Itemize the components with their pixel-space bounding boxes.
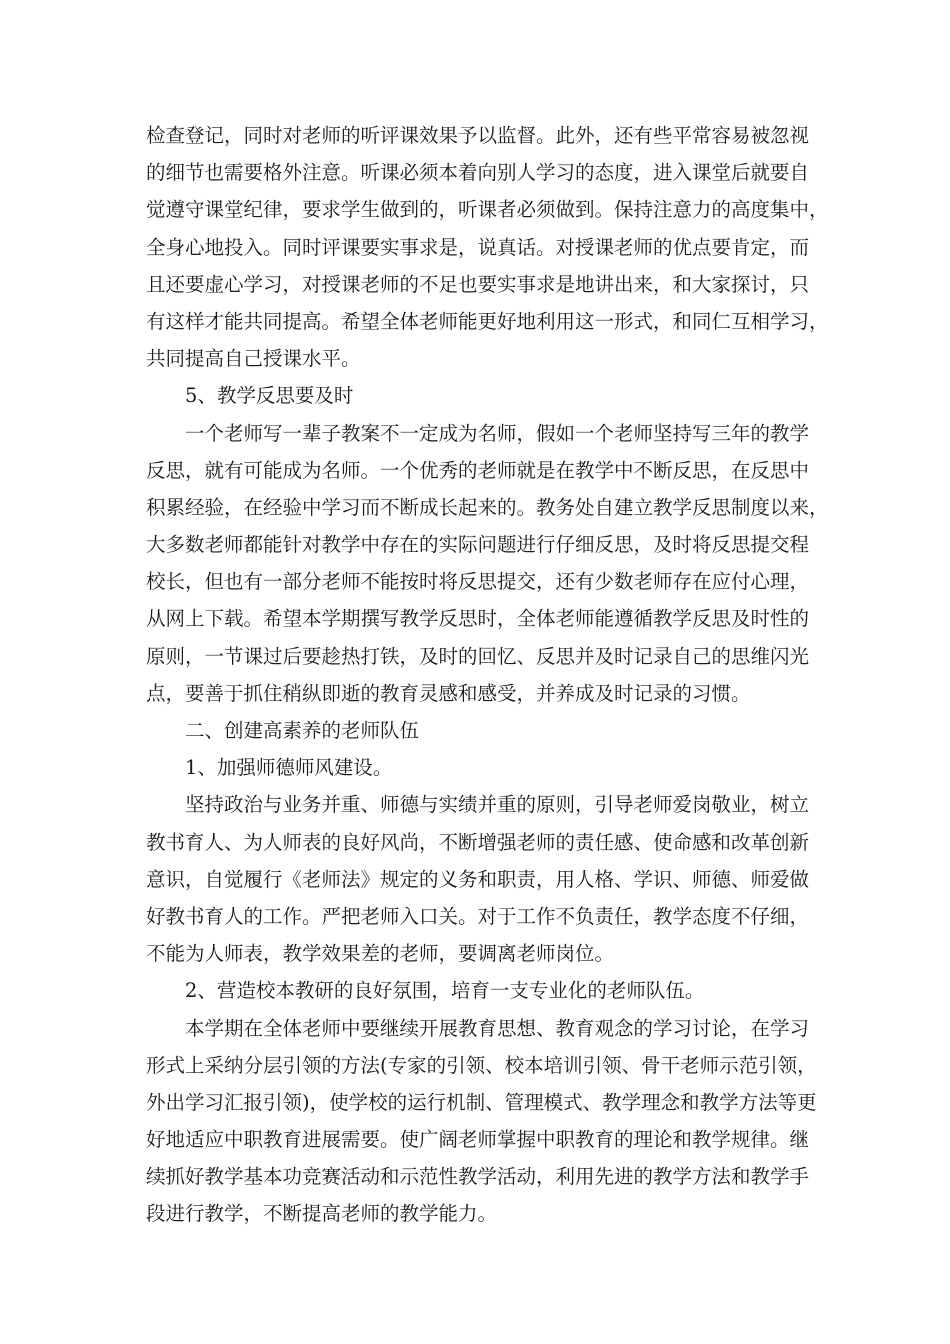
paragraph-line: 意识，自觉履行《老师法》规定的义务和职责，用人格、学识、师德、师爱做 bbox=[146, 867, 810, 891]
paragraph-line: 积累经验，在经验中学习而不断成长起来的。教务处自建立教学反思制度以来， bbox=[146, 495, 829, 519]
paragraph-line: 形式上采纳分层引领的方法(专家的引领、校本培训引领、骨干老师示范引领， bbox=[146, 1053, 817, 1077]
paragraph-line: 段进行教学，不断提高老师的教学能力。 bbox=[146, 1202, 498, 1226]
paragraph-line: 反思，就有可能成为名师。一个优秀的老师就是在教学中不断反思，在反思中 bbox=[146, 458, 810, 482]
paragraph-line: 校长，但也有一部分老师不能按时将反思提交，还有少数老师存在应付心理， bbox=[146, 570, 810, 594]
paragraph-line: 一个老师写一辈子教案不一定成为名师，假如一个老师坚持写三年的教学 bbox=[185, 421, 810, 445]
paragraph-line: 坚持政治与业务并重、师德与实绩并重的原则，引导老师爱岗敬业，树立 bbox=[185, 793, 810, 817]
paragraph-line: 大多数老师都能针对教学中存在的实际问题进行仔细反思，及时将反思提交程 bbox=[146, 533, 810, 557]
paragraph-line: 不能为人师表，教学效果差的老师，要调离老师岗位。 bbox=[146, 942, 615, 966]
subsection-heading: 1、加强师德师风建设。 bbox=[185, 756, 393, 780]
paragraph-line: 续抓好教学基本功竞赛活动和示范性教学活动，利用先进的教学方法和教学手 bbox=[146, 1165, 810, 1189]
paragraph-line: 外出学习汇报引领)，使学校的运行机制、管理模式、教学理念和教学方法等更 bbox=[146, 1090, 817, 1114]
paragraph-line: 有这样才能共同提高。希望全体老师能更好地利用这一形式，和同仁互相学习， bbox=[146, 309, 829, 333]
paragraph-line: 的细节也需要格外注意。听课必须本着向别人学习的态度，进入课堂后就要自 bbox=[146, 161, 810, 185]
paragraph-line: 从网上下载。希望本学期撰写教学反思时，全体老师能遵循教学反思及时性的 bbox=[146, 607, 810, 631]
paragraph-line: 本学期在全体老师中要继续开展教育思想、教育观念的学习讨论，在学习 bbox=[185, 1016, 810, 1040]
section-heading: 二、创建高素养的老师队伍 bbox=[185, 719, 420, 742]
subsection-heading: 2、营造校本教研的良好氛围，培育一支专业化的老师队伍。 bbox=[185, 979, 705, 1003]
paragraph-line: 且还要虚心学习，对授课老师的不足也要实事求是地讲出来，和大家探讨，只 bbox=[146, 272, 810, 296]
document-body bbox=[146, 117, 829, 1233]
paragraph-line: 教书育人、为人师表的良好风尚，不断增强老师的责任感、使命感和改革创新 bbox=[146, 830, 810, 854]
paragraph-line: 原则，一节课过后要趁热打铁，及时的回忆、反思并及时记录自己的思维闪光 bbox=[146, 644, 810, 668]
paragraph-line: 检查登记，同时对老师的听评课效果予以监督。此外，还有些平常容易被忽视 bbox=[146, 124, 810, 147]
paragraph-line: 共同提高自己授课水平。 bbox=[146, 347, 361, 371]
paragraph-line: 觉遵守课堂纪律，要求学生做到的，听课者必须做到。保持注意力的高度集中， bbox=[146, 198, 829, 222]
section-heading: 5、教学反思要及时 bbox=[185, 384, 354, 408]
paragraph-line: 好教书育人的工作。严把老师入口关。对于工作不负责任，教学态度不仔细， bbox=[146, 904, 810, 928]
paragraph-line: 好地适应中职教育进展需要。使广阔老师掌握中职教育的理论和教学规律。继 bbox=[146, 1128, 810, 1152]
paragraph-line: 全身心地投入。同时评课要实事求是，说真话。对授课老师的优点要肯定，而 bbox=[146, 235, 810, 259]
paragraph-line: 点，要善于抓住稍纵即逝的教育灵感和感受，并养成及时记录的习惯。 bbox=[146, 681, 751, 705]
